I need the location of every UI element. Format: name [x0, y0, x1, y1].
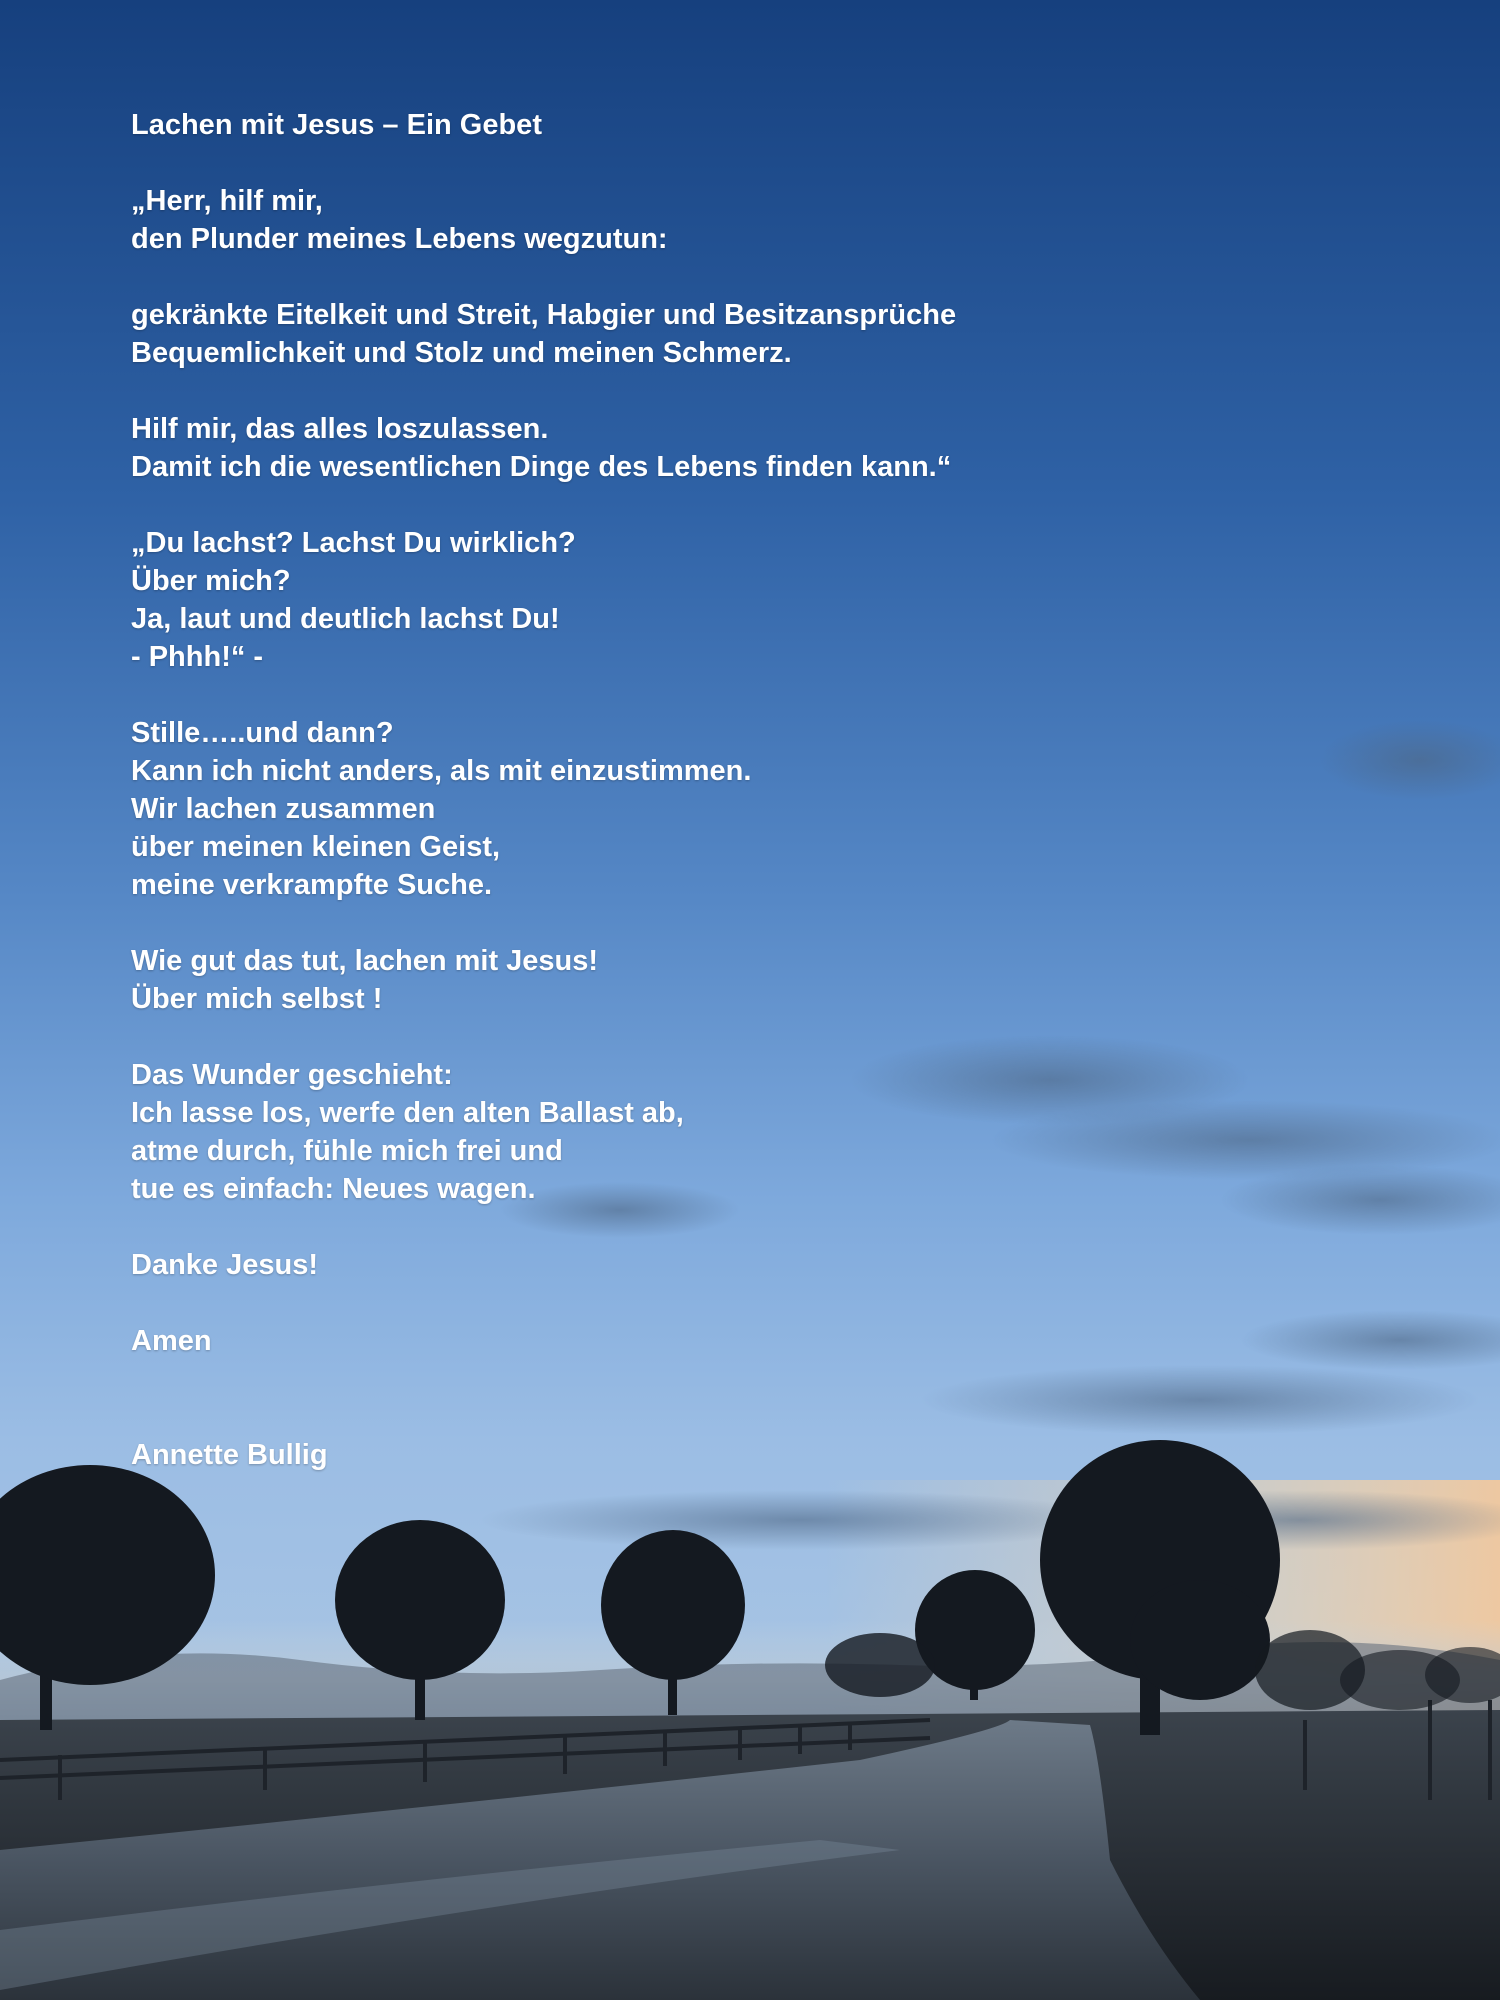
poem-line: Das Wunder geschieht:	[131, 1059, 453, 1091]
poem-line: tue es einfach: Neues wagen.	[131, 1173, 536, 1205]
poem-line: Wir lachen zusammen	[131, 793, 436, 825]
author-name: Annette Bullig	[131, 1439, 328, 1471]
poem-line: Über mich?	[131, 565, 291, 597]
poem-line: Hilf mir, das alles loszulassen.	[131, 413, 549, 445]
poem-text	[131, 106, 1381, 1474]
closing-amen: Amen	[131, 1325, 212, 1357]
poem-line: Kann ich nicht anders, als mit einzustimmen.	[131, 755, 752, 787]
poem-title: Lachen mit Jesus – Ein Gebet	[131, 109, 542, 141]
poem-line: Wie gut das tut, lachen mit Jesus!	[131, 945, 599, 977]
poem-line: atme durch, fühle mich frei und	[131, 1135, 563, 1167]
poem-line: - Phhh!“ -	[131, 641, 264, 673]
poem-line: gekränkte Eitelkeit und Streit, Habgier und Besitzansprüche	[131, 299, 957, 331]
poem-line: über meinen kleinen Geist,	[131, 831, 501, 863]
poem-line: „Herr, hilf mir,	[131, 185, 323, 217]
poem-line: Über mich selbst !	[131, 983, 383, 1015]
poem-line: meine verkrampfte Suche.	[131, 869, 493, 901]
closing-thanks: Danke Jesus!	[131, 1249, 318, 1281]
poem-line: Bequemlichkeit und Stolz und meinen Schmerz.	[131, 337, 792, 369]
poem-line: den Plunder meines Lebens wegzutun:	[131, 223, 668, 255]
poem-line: Damit ich die wesentlichen Dinge des Lebens finden kann.“	[131, 451, 952, 483]
poem-line: Stille…..und dann?	[131, 717, 394, 749]
poem-line: „Du lachst? Lachst Du wirklich?	[131, 527, 576, 559]
poem-line: Ja, laut und deutlich lachst Du!	[131, 603, 560, 635]
poem-line: Ich lasse los, werfe den alten Ballast ab,	[131, 1097, 684, 1129]
